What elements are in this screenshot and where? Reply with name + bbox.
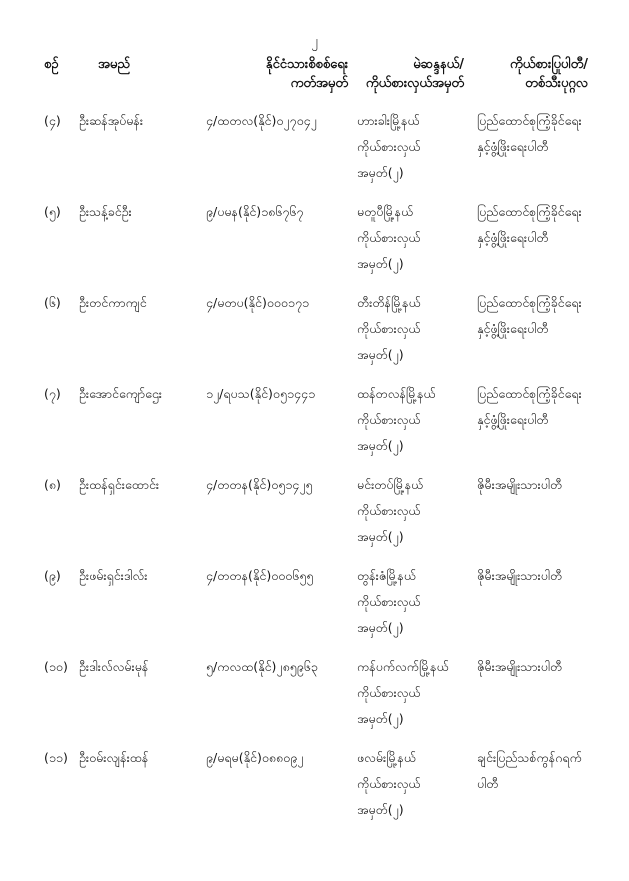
candidate-name: ဦးဝမ်းလျန်းထန် <box>79 750 149 765</box>
party-line: ဇိုမီးအမျိုးသားပါတီ <box>477 568 563 583</box>
header-party <box>468 55 588 93</box>
nrc-number: ၄/မတပ(နိုင်)၀၀၀၁၇၁ <box>206 295 310 310</box>
party <box>477 472 562 498</box>
constituency-line: ကိုယ်စားလှယ် <box>357 776 421 791</box>
header-constituency <box>336 55 464 93</box>
row-number: (၁၀) <box>44 659 68 674</box>
header-name: အမည် <box>98 57 130 72</box>
constituency-line: အမှတ်(၂) <box>357 711 404 726</box>
constituency-line: ကန်ပက်လက်မြို့နယ် <box>357 659 449 674</box>
row-number: (၈) <box>44 477 61 492</box>
constituency-line: ကိုယ်စားလှယ် <box>357 230 421 245</box>
constituency-line: မတူပီမြို့နယ် <box>357 204 414 219</box>
candidate-row <box>0 654 629 746</box>
nrc-number: ၁၂/ရပသ(နိုင်)၀၅၁၄၄၁ <box>206 386 316 401</box>
candidate-row <box>0 381 629 473</box>
party <box>477 381 582 433</box>
header-no: စဉ် <box>44 57 59 72</box>
constituency-line: ဖလမ်းမြို့နယ် <box>357 750 416 765</box>
nrc-number: ၄/ထတလ(နိုင်)၀၂၇၀၄၂ <box>206 113 317 128</box>
header-constituency-line1: မဲဆန္ဒနယ်/ <box>413 57 464 72</box>
constituency <box>357 563 421 641</box>
constituency <box>357 108 421 186</box>
party-line: နှင့်ဖွံ့ဖြိုးရေးပါတီ <box>477 412 549 427</box>
constituency-line: ထန်တလန်မြို့နယ် <box>357 386 436 401</box>
row-number: (၁၁) <box>44 750 68 765</box>
constituency <box>357 745 421 823</box>
candidate-row <box>0 472 629 564</box>
candidate-row <box>0 290 629 382</box>
constituency-line: ကိုယ်စားလှယ် <box>357 685 421 700</box>
constituency-line: ကိုယ်စားလှယ် <box>357 321 421 336</box>
constituency-line: အမှတ်(၂) <box>357 620 404 635</box>
candidate-row <box>0 563 629 655</box>
nrc-number: ၉/ပမန(နိုင်)၁၈၆၇၆၇ <box>206 204 304 219</box>
candidate-name: ဦးသန့်ခင်ဦး <box>79 204 132 219</box>
candidate-name: ဦးဆန်အုပ်မန်း <box>79 113 144 128</box>
constituency-line: အမှတ်(၂) <box>357 529 404 544</box>
candidate-name: ဦးအောင်ကျော်ဌေး <box>79 386 162 401</box>
constituency <box>357 381 436 459</box>
header-nrc-line1: နိုင်ငံသားစိစစ်ရေး <box>265 57 348 72</box>
candidate-name: ဦးဖမ်းရှင်းဒါလ်း <box>79 568 148 583</box>
party-line: နှင့်ဖွံ့ဖြိုးရေးပါတီ <box>477 230 549 245</box>
constituency <box>357 472 423 550</box>
party-line: ပြည်ထောင်စုကြံ့ခိုင်ရေး <box>477 386 582 401</box>
party-line: နှင့်ဖွံ့ဖြိုးရေးပါတီ <box>477 139 549 154</box>
header-nrc-line2: ကတ်အမှတ် <box>290 76 348 91</box>
page-number: ၂ <box>311 34 318 49</box>
constituency-line: အမှတ်(၂) <box>357 347 404 362</box>
nrc-number: ၄/တတန(နိုင်)၀၀၀၆၅၅ <box>206 568 314 583</box>
row-number: (၅) <box>44 204 61 219</box>
party-line: ပြည်ထောင်စုကြံ့ခိုင်ရေး <box>477 295 582 310</box>
header-constituency-line2: ကိုယ်စားလှယ်အမှတ် <box>365 76 464 91</box>
constituency-line: အမှတ်(၂) <box>357 165 404 180</box>
constituency-line: အမှတ်(၂) <box>357 256 404 271</box>
constituency-line: ကိုယ်စားလှယ် <box>357 503 421 518</box>
party-line: နှင့်ဖွံ့ဖြိုးရေးပါတီ <box>477 321 549 336</box>
constituency <box>357 199 421 277</box>
candidate-name: ဦးဒါးလ်လမ်းမုန် <box>79 659 149 674</box>
nrc-number: ၄/တတန(နိုင်)၀၅၁၄၂၅ <box>206 477 313 492</box>
party <box>477 654 562 680</box>
party <box>477 199 582 251</box>
candidate-row <box>0 199 629 291</box>
constituency-line: တွန်းဇံမြို့နယ် <box>357 568 417 583</box>
party-line: ပြည်ထောင်စုကြံ့ခိုင်ရေး <box>477 204 582 219</box>
header-nrc <box>206 55 348 93</box>
party <box>477 290 582 342</box>
constituency <box>357 654 449 732</box>
constituency-line: အမှတ်(၂) <box>357 802 404 817</box>
constituency-line: ဟားခါးမြို့နယ် <box>357 113 420 128</box>
party-line: ဇိုမီးအမျိုးသားပါတီ <box>477 659 563 674</box>
constituency-line: မင်းတပ်မြို့နယ် <box>357 477 424 492</box>
constituency-line: ကိုယ်စားလှယ် <box>357 412 421 427</box>
constituency-line: ကိုယ်စားလှယ် <box>357 594 421 609</box>
candidate-row <box>0 108 629 200</box>
row-number: (၄) <box>44 113 61 128</box>
row-number: (၆) <box>44 295 61 310</box>
row-number: (၇) <box>44 386 61 401</box>
party-line: ပြည်ထောင်စုကြံ့ခိုင်ရေး <box>477 113 582 128</box>
party-line: ချင်းပြည်သစ်ကွန်ဂရက် <box>477 750 582 765</box>
party-line: ပါတီ <box>477 776 499 791</box>
nrc-number: ၉/မရမ(နိုင်)၀၈၈၀၉၂ <box>206 750 304 765</box>
party <box>477 563 562 589</box>
row-number: (၉) <box>44 568 61 583</box>
constituency-line: ကိုယ်စားလှယ် <box>357 139 421 154</box>
party-line: ဇိုမီးအမျိုးသားပါတီ <box>477 477 563 492</box>
header-party-line2: တစ်သီးပုဂ္ဂလ <box>525 76 588 91</box>
constituency-line: အမှတ်(၂) <box>357 438 404 453</box>
party <box>477 745 582 797</box>
constituency <box>357 290 421 368</box>
constituency-line: တီးတိန်မြို့နယ် <box>357 295 421 310</box>
nrc-number: ၅/ကလထ(နိုင်)၂၈၅၉၆၃ <box>206 659 318 674</box>
party <box>477 108 582 160</box>
candidate-name: ဦးထန်ရှင်းထောင်း <box>79 477 160 492</box>
candidate-name: ဦးတင်ကာကျင် <box>79 295 147 310</box>
candidate-row <box>0 745 629 837</box>
header-party-line1: ကိုယ်စားပြုပါတီ/ <box>510 57 588 72</box>
